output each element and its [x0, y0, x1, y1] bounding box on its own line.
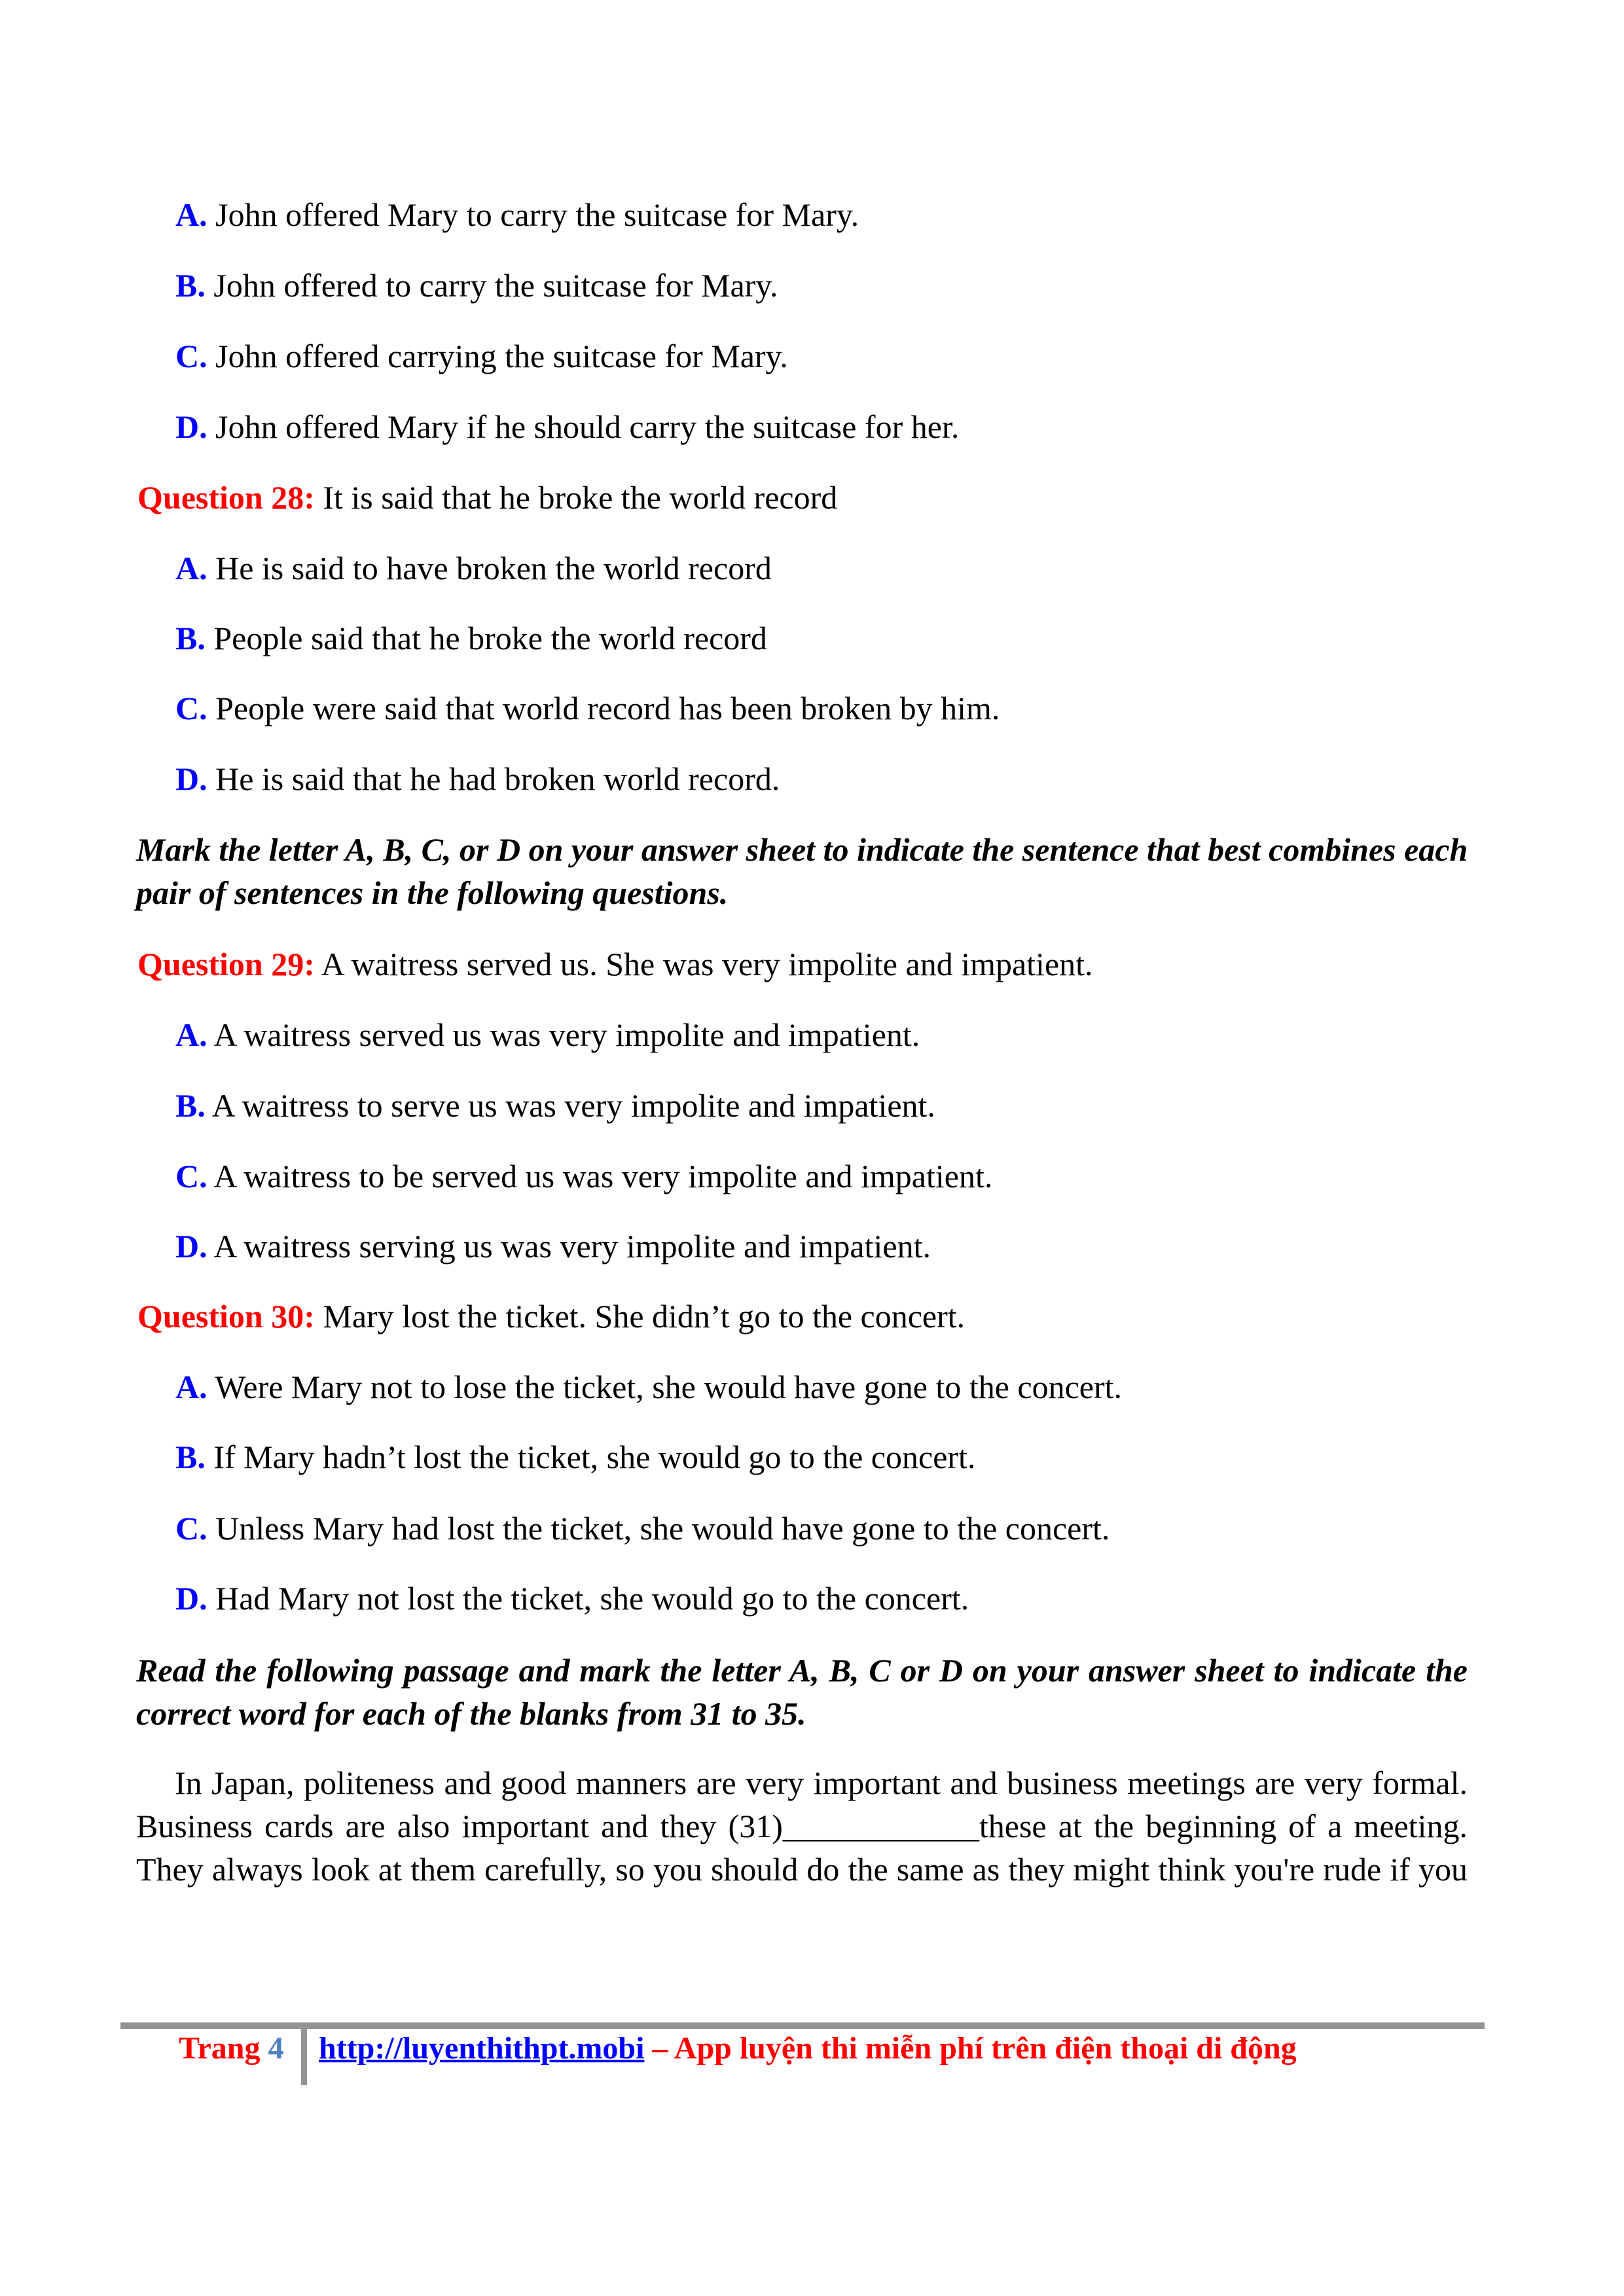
option-text: People were said that world record has been broken by him.	[207, 690, 1000, 726]
option-letter: A.	[175, 1369, 208, 1405]
option-letter: A.	[175, 1016, 208, 1053]
q29-option-d	[175, 1230, 931, 1263]
question-label: Question 30:	[137, 1298, 315, 1335]
option-text: A waitress serving us was very impolite and impatient.	[207, 1228, 931, 1265]
question-28	[137, 481, 837, 514]
option-text: A waitress served us was very impolite and impatient.	[207, 1016, 920, 1053]
option-text: He is said to have broken the world record	[207, 550, 772, 586]
option-text: A waitress to serve us was very impolite and impatient.	[205, 1087, 935, 1124]
option-letter: C.	[175, 338, 208, 374]
passage-line-2: Business cards are also important and they (31)____________these at the beginning of a meeting.	[136, 1808, 1468, 1844]
footer-page-indicator	[179, 2033, 283, 2064]
instruction-combine-line-1: Mark the letter A, B, C, or D on your answer sheet to indicate the sentence that best combines each	[136, 831, 1468, 868]
footer-promo	[319, 2033, 1297, 2064]
question-label: Question 29:	[137, 946, 315, 982]
option-letter: C.	[175, 690, 208, 726]
footer-rule	[120, 2022, 1485, 2029]
question-stem: It is said that he broke the world record	[314, 479, 838, 516]
footer-link[interactable]: http://luyenthithpt.mobi	[319, 2031, 645, 2066]
question-stem: Mary lost the ticket. She didn’t go to the concert.	[314, 1298, 965, 1335]
option-letter: B.	[175, 1439, 206, 1475]
q28-option-b	[175, 622, 767, 655]
q27-option-d	[175, 410, 959, 443]
option-text: John offered Mary to carry the suitcase for Mary.	[207, 196, 859, 233]
page-number: 4	[268, 2031, 284, 2066]
question-stem: A waitress served us. She was very impolite and impatient.	[314, 946, 1093, 982]
q27-option-b	[175, 269, 778, 302]
question-30	[137, 1300, 965, 1333]
instruction-passage-line-1: Read the following passage and mark the letter A, B, C or D on your answer sheet to indicate the	[136, 1652, 1468, 1689]
q27-option-c	[175, 340, 788, 372]
option-letter: C.	[175, 1158, 208, 1194]
page-word: Trang	[179, 2031, 268, 2066]
option-text: People said that he broke the world record	[205, 620, 767, 656]
option-letter: A.	[175, 196, 208, 233]
option-text: John offered Mary if he should carry the suitcase for her.	[207, 408, 960, 445]
q27-option-a	[175, 198, 859, 231]
q29-option-b	[175, 1089, 935, 1122]
option-letter: D.	[175, 1580, 208, 1617]
option-letter: B.	[175, 267, 206, 304]
q30-option-b	[175, 1441, 975, 1473]
q28-option-d	[175, 762, 780, 795]
option-letter: D.	[175, 761, 208, 797]
option-letter: B.	[175, 620, 206, 656]
option-text: Were Mary not to lose the ticket, she would have gone to the concert.	[207, 1369, 1123, 1405]
instruction-combine-line-2: pair of sentences in the following questions.	[136, 874, 729, 911]
option-letter: A.	[175, 550, 208, 586]
option-letter: B.	[175, 1087, 206, 1124]
option-text: He is said that he had broken world record.	[207, 761, 780, 797]
option-text: A waitress to be served us was very impolite and impatient.	[207, 1158, 993, 1194]
option-text: Had Mary not lost the ticket, she would go to the concert.	[207, 1580, 969, 1617]
q29-option-a	[175, 1018, 920, 1051]
option-text: John offered to carry the suitcase for Mary.	[205, 267, 778, 304]
q28-option-a	[175, 552, 772, 584]
option-text: John offered carrying the suitcase for Mary.	[207, 338, 788, 374]
option-text: If Mary hadn’t lost the ticket, she would go to the concert.	[205, 1439, 976, 1475]
option-letter: C.	[175, 1510, 208, 1547]
footer-separator	[301, 2029, 307, 2085]
q29-option-c	[175, 1160, 992, 1193]
option-letter: D.	[175, 408, 208, 445]
q30-option-c	[175, 1512, 1110, 1545]
footer-tagline: – App luyện thi miễn phí trên điện thoại di động	[644, 2031, 1297, 2066]
passage-line-3: They always look at them carefully, so you should do the same as they might think you're rude if you	[136, 1851, 1468, 1888]
instruction-passage-line-2: correct word for each of the blanks from 31 to 35.	[136, 1695, 806, 1732]
question-29	[137, 948, 1093, 980]
q30-option-a	[175, 1371, 1122, 1403]
option-text: Unless Mary had lost the ticket, she would have gone to the concert.	[207, 1510, 1110, 1547]
passage-line-1: In Japan, politeness and good manners are very important and business meetings are very formal.	[175, 1765, 1468, 1801]
q28-option-c	[175, 692, 1000, 725]
option-letter: D.	[175, 1228, 208, 1265]
question-label: Question 28:	[137, 479, 315, 516]
q30-option-d	[175, 1582, 969, 1615]
